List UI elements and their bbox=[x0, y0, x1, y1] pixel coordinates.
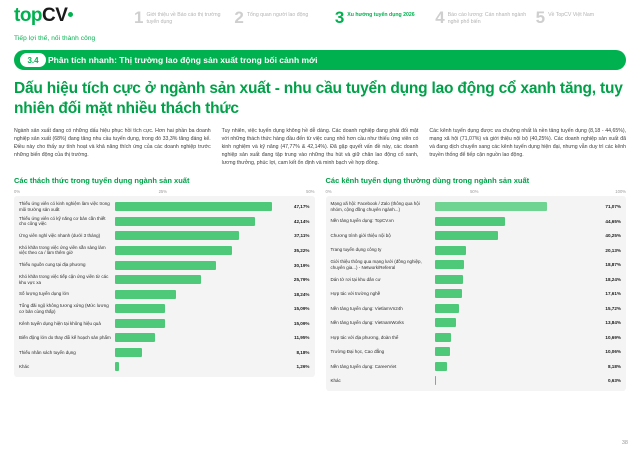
chart-bar-track bbox=[115, 362, 282, 371]
chart-bar-value: 15,09% bbox=[293, 320, 310, 326]
chart-bar-fill bbox=[115, 275, 201, 284]
chart-bar-label: Khó khăn trong việc ứng viên sẵn sàng làm việc theo ca / làm thêm giờ bbox=[19, 244, 106, 256]
chart-bar-value: 17,61% bbox=[605, 291, 621, 297]
chart-bar-row bbox=[331, 230, 622, 241]
charts-row bbox=[14, 176, 626, 391]
logo-cv-text: CV bbox=[42, 5, 68, 26]
chart-bar-fill bbox=[435, 318, 457, 327]
chart-bar-row bbox=[331, 274, 622, 285]
chart-bar-label: Thiếu ứng viên có kỹ năng cơ bản cần thiết cho công việc bbox=[19, 215, 106, 227]
chart-bar-track bbox=[435, 318, 594, 327]
chart-bar-label: Giới thiệu thông qua mạng lưới (đồng nghiệp, chuyên gia...) - Network/Referral bbox=[330, 259, 422, 270]
chart-bar-row bbox=[331, 317, 622, 328]
chart-bar-track bbox=[435, 246, 594, 255]
chart-bar-value: 0,63% bbox=[607, 378, 621, 384]
chart-bar-label: Trường Đại học, Cao đẳng bbox=[330, 349, 385, 355]
chart-bar-label: Kênh tuyển dụng hiện tại không hiệu quả bbox=[19, 320, 101, 326]
axis-tick-2: 100% bbox=[615, 189, 626, 194]
chart-bar-value: 18,24% bbox=[605, 276, 621, 282]
chart-channels-panel bbox=[326, 196, 627, 391]
chart-bar-fill bbox=[435, 289, 463, 298]
chart-bar-value: 71,07% bbox=[605, 204, 621, 210]
chart-bar-row bbox=[331, 346, 622, 357]
chart-bar-track bbox=[435, 231, 594, 240]
chart-bar-fill bbox=[435, 217, 506, 226]
chart-bar-label: Thiếu nhân sách tuyển dụng bbox=[19, 349, 76, 355]
page-header bbox=[0, 0, 640, 48]
chart-bar-row bbox=[331, 361, 622, 372]
chart-bar-track bbox=[115, 275, 282, 284]
step-label: Tổng quan người lao động bbox=[246, 12, 309, 18]
intro-paragraph-1: Ngành sản xuất đang có những dấu hiệu phục hồi tích cực. Hơn hai phần ba doanh nghiệp sản xuất (68%) đang tăng nhu cầu tuyển dụng, trong đó 33,3% tăng đáng kể. Điều này cho thấy sự tính hoạt và khả năng thích ứng của các doanh nghiệp trước những biến động của thị trường. bbox=[14, 128, 211, 158]
chart-bar-value: 15,72% bbox=[605, 305, 621, 311]
chart-bar-track bbox=[435, 275, 594, 284]
step-number: 4 bbox=[435, 8, 445, 27]
page-title: Dấu hiệu tích cực ở ngành sản xuất - nhu cầu tuyển dụng lao động cổ xanh tăng, tuy nhiên đối mặt nhiều thách thức bbox=[14, 80, 623, 117]
chart-bar-track bbox=[435, 376, 594, 385]
chart-bar-fill bbox=[115, 202, 272, 211]
chart-bar-value: 10,69% bbox=[605, 334, 621, 340]
chart-bar-row bbox=[19, 216, 310, 227]
topcv-logo bbox=[14, 6, 134, 26]
chart-bar-value: 44,65% bbox=[605, 218, 621, 224]
chart-bar-value: 15,09% bbox=[293, 306, 310, 312]
chart-bar-label: Hợp tác với địa phương, đoàn thể bbox=[330, 334, 399, 340]
axis-tick-0: 0% bbox=[14, 189, 21, 194]
chart-bar-track bbox=[435, 289, 594, 298]
chart-bar-fill bbox=[115, 362, 119, 371]
chart-bar-fill bbox=[115, 348, 142, 357]
chart-bar-row bbox=[19, 201, 310, 212]
brand-tagline: Tiếp lợi thế, nối thành công bbox=[14, 35, 96, 42]
chart-bar-value: 13,84% bbox=[605, 320, 621, 326]
chart-bar-value: 11,95% bbox=[294, 335, 310, 341]
chart-bar-track bbox=[115, 319, 282, 328]
chart-bar-value: 35,22% bbox=[293, 247, 310, 253]
chart-bar-row bbox=[331, 245, 622, 256]
step-item-3[interactable] bbox=[335, 10, 429, 25]
chart-bar-row bbox=[331, 216, 622, 227]
chart-challenges-panel bbox=[14, 196, 315, 377]
chart-bar-label: Thiếu nguồn cung tại địa phương bbox=[19, 262, 86, 268]
chart-channels-axis bbox=[326, 189, 627, 194]
chart-bar-fill bbox=[115, 290, 176, 299]
chart-bar-label: Dán tờ rơi tại khu dân cư bbox=[330, 276, 381, 282]
chart-bar-fill bbox=[115, 231, 239, 240]
brand-block bbox=[14, 6, 134, 42]
step-nav bbox=[134, 6, 630, 25]
chart-bar-label: Chương trình giới thiệu nội bộ bbox=[330, 232, 391, 238]
step-number: 3 bbox=[334, 8, 345, 27]
step-label: Về TopCV Việt Nam bbox=[548, 12, 595, 18]
chart-bar-track bbox=[115, 231, 282, 240]
chart-bar-track bbox=[435, 333, 594, 342]
chart-bar-track bbox=[115, 348, 282, 357]
chart-bar-label: Nền tảng tuyển dụng: TopCV.vn bbox=[330, 218, 394, 224]
chart-bar-track bbox=[115, 290, 282, 299]
step-item-1[interactable] bbox=[134, 10, 228, 25]
step-number: 1 bbox=[134, 8, 144, 27]
chart-bar-fill bbox=[115, 304, 165, 313]
chart-bar-row bbox=[19, 260, 310, 271]
chart-bar-fill bbox=[435, 231, 499, 240]
chart-bar-value: 8,18% bbox=[296, 349, 310, 355]
chart-bar-fill bbox=[435, 260, 465, 269]
chart-bar-track bbox=[435, 260, 594, 269]
chart-channels-title: Các kênh tuyển dụng thường dùng trong ngành sản xuất bbox=[325, 176, 530, 185]
chart-bar-fill bbox=[435, 275, 464, 284]
chart-bar-fill bbox=[115, 319, 165, 328]
chart-bar-track bbox=[435, 304, 594, 313]
chart-bar-row bbox=[331, 201, 622, 212]
chart-bar-value: 10,06% bbox=[605, 349, 621, 355]
chart-bar-label: Trang tuyển dụng công ty bbox=[330, 247, 382, 253]
chart-bar-fill bbox=[435, 304, 460, 313]
chart-bar-track bbox=[115, 333, 282, 342]
chart-bar-fill bbox=[435, 362, 448, 371]
chart-bar-row bbox=[19, 347, 310, 358]
chart-bar-label: Nền tảng tuyển dụng: CareerViet bbox=[330, 363, 397, 369]
chart-bar-row bbox=[331, 288, 622, 299]
axis-tick-1: 50% bbox=[470, 189, 479, 194]
chart-bar-label: Tổng đãi ngộ không tương xứng (Mức lương cơ bản cùng thấp) bbox=[19, 303, 109, 314]
step-label: Xu hướng tuyển dụng 2026 bbox=[347, 12, 415, 18]
chart-bar-value: 40,25% bbox=[605, 233, 621, 239]
step-label: Giới thiệu về Báo cáo thị trường tuyển dụng bbox=[146, 12, 221, 25]
chart-bar-row bbox=[19, 289, 310, 300]
chart-bar-label: Biến động lớn do thay đổi kế hoạch sản phẩm bbox=[19, 335, 111, 341]
step-item-5[interactable] bbox=[536, 10, 630, 25]
step-label: Báo cáo lương: Cán nhanh ngành nghề phổ biến bbox=[447, 12, 527, 25]
chart-bar-track bbox=[435, 217, 594, 226]
chart-bar-track bbox=[435, 347, 594, 356]
chart-bar-fill bbox=[435, 202, 548, 211]
chart-bar-track bbox=[115, 246, 282, 255]
chart-bar-value: 47,17% bbox=[293, 204, 310, 210]
chart-bar-label: Khác bbox=[19, 364, 30, 370]
chart-challenges bbox=[14, 176, 315, 391]
step-item-2[interactable] bbox=[234, 10, 328, 25]
chart-bar-value: 18,87% bbox=[605, 262, 621, 268]
chart-bar-row bbox=[19, 245, 310, 256]
page-number: 38 bbox=[621, 440, 628, 446]
axis-tick-2: 50% bbox=[306, 189, 315, 194]
chart-bar-fill bbox=[435, 376, 437, 385]
chart-bar-fill bbox=[115, 333, 155, 342]
chart-bar-label: Thiếu ứng viên có kinh nghiệm làm việc trong môi trường sản xuất bbox=[19, 201, 110, 212]
chart-bar-track bbox=[435, 362, 594, 371]
chart-bar-fill bbox=[115, 246, 232, 255]
chart-bar-fill bbox=[115, 261, 216, 270]
chart-challenges-axis bbox=[14, 189, 315, 194]
chart-bar-fill bbox=[115, 217, 255, 226]
chart-bar-row bbox=[19, 303, 310, 314]
chart-bar-label: Mạng xã hội: Facebook / Zalo (thông qua hội nhóm, cộng đồng chuyên ngành...) bbox=[330, 201, 420, 212]
chart-bar-value: 20,13% bbox=[605, 247, 621, 253]
section-bar bbox=[14, 50, 626, 70]
chart-bar-fill bbox=[435, 246, 467, 255]
chart-bar-row bbox=[331, 303, 622, 314]
chart-bar-value: 18,24% bbox=[293, 291, 310, 297]
chart-bar-value: 30,19% bbox=[293, 262, 310, 268]
chart-bar-label: Hợp tác với trường nghề bbox=[330, 291, 381, 297]
chart-bar-row bbox=[331, 259, 622, 270]
chart-bar-value: 1,26% bbox=[296, 364, 310, 370]
step-number: 2 bbox=[234, 8, 244, 27]
step-number: 5 bbox=[535, 8, 546, 27]
chart-bar-label: Khác bbox=[330, 378, 341, 384]
chart-bar-label: Nền tảng tuyển dụng: VietnamWorks bbox=[330, 320, 404, 326]
intro-paragraph-3: Các kênh tuyển dụng được ưa chuộng nhất là nền tảng tuyển dụng (8,18 - 44,65%), mạng xã hội (71,07%) và giới thiệu nội bộ (40,25%). Các doanh nghiệp sản xuất đã và đang dịch chuyển sang các kênh tuyển dụng hiện đại, nhưng vẫn duy trì các kênh truyền thống để tiếp cận nguồn lao động. bbox=[429, 128, 627, 158]
chart-bar-row bbox=[331, 375, 622, 386]
chart-bar-track bbox=[115, 304, 282, 313]
intro-paragraph-2: Tuy nhiên, việc tuyển dụng không hề dễ dàng. Các doanh nghiệp đang phải đối mặt với những thách thức hàng đầu đến từ việc cung nhỏ hơn cầu như thiếu ứng viên có kinh nghiệm và kỹ năng (47,77% & 42,14%). Đã gặp quyết vấn đề này, các doanh nghiệp sản xuất đang tập trung vào những thu hút và giữ chân lao động cổ xanh, lương thưởng, phúc lợi, cam kết ổn định và minh bạch về hợp đồng. bbox=[221, 128, 419, 166]
chart-bar-label: Ứng viên nghỉ việc nhanh (dưới 3 tháng) bbox=[19, 233, 101, 239]
chart-bar-value: 37,11% bbox=[294, 233, 310, 239]
chart-bar-row bbox=[19, 361, 310, 372]
chart-bar-label: Nền tảng tuyển dụng: VietlamVn24h bbox=[330, 305, 403, 311]
chart-bar-track bbox=[435, 202, 594, 211]
axis-tick-1: 25% bbox=[158, 189, 167, 194]
chart-bar-fill bbox=[435, 333, 452, 342]
chart-bar-track bbox=[115, 217, 282, 226]
logo-dot-icon bbox=[68, 12, 73, 17]
chart-bar-row bbox=[19, 230, 310, 241]
section-number-badge: 3.4 bbox=[20, 53, 46, 67]
chart-bar-track bbox=[115, 261, 282, 270]
chart-bar-row bbox=[19, 274, 310, 285]
chart-bar-value: 8,18% bbox=[607, 363, 621, 369]
chart-bar-row bbox=[19, 332, 310, 343]
section-title: Phân tích nhanh: Thị trường lao động sản xuất trong bối cảnh mới bbox=[48, 55, 318, 65]
chart-bar-label: Số lượng tuyển dụng lớn bbox=[19, 291, 69, 297]
logo-top-text: top bbox=[14, 5, 43, 26]
chart-bar-value: 25,79% bbox=[293, 277, 310, 283]
axis-tick-0: 0% bbox=[325, 189, 332, 194]
chart-bar-row bbox=[19, 318, 310, 329]
chart-bar-track bbox=[115, 202, 282, 211]
intro-columns bbox=[14, 127, 626, 167]
step-item-4[interactable] bbox=[435, 10, 529, 25]
chart-bar-label: Khó khăn trong việc tiếp cận ứng viên từ các khu vực xa bbox=[19, 274, 109, 285]
chart-bar-fill bbox=[435, 347, 451, 356]
chart-channels bbox=[326, 176, 627, 391]
chart-bar-value: 42,14% bbox=[293, 218, 310, 224]
chart-bar-row bbox=[331, 332, 622, 343]
chart-challenges-title: Các thách thức trong tuyển dụng ngành sản xuất bbox=[14, 176, 190, 185]
